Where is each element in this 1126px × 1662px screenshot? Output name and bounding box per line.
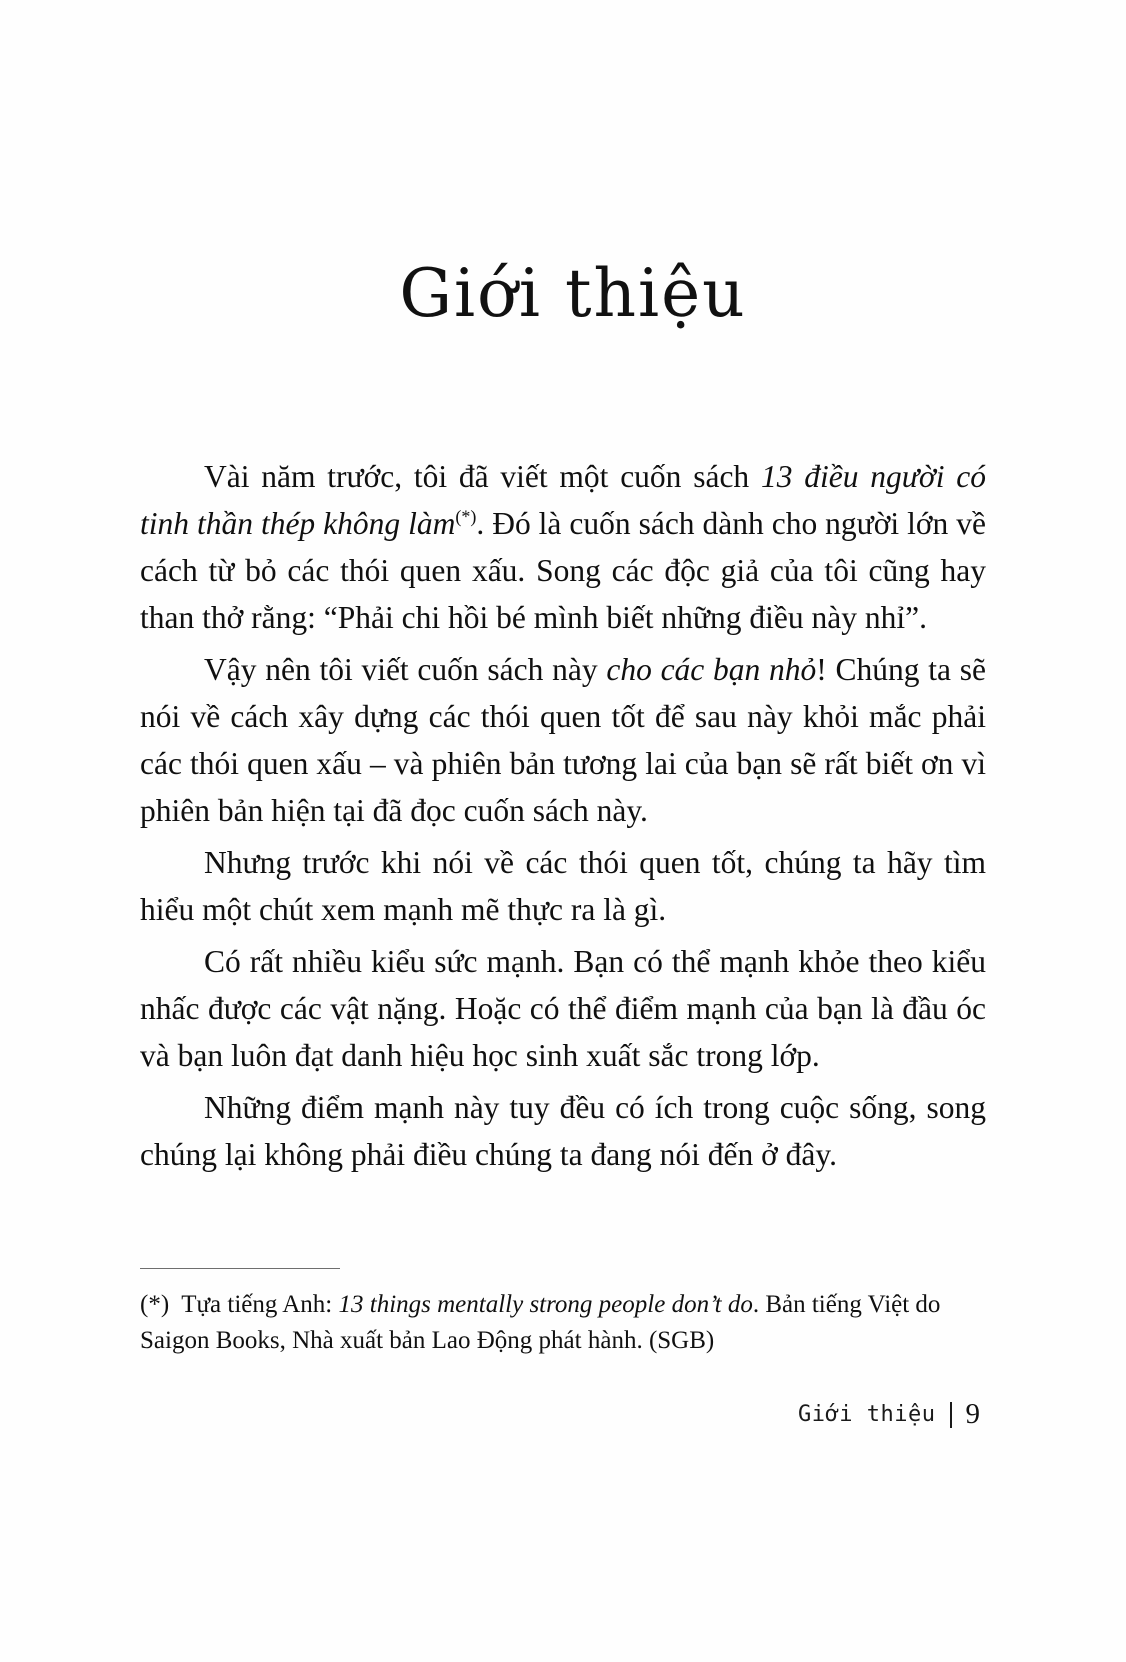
run-text: Có rất nhiều kiểu sức mạnh. Bạn có thể mạnh khỏe theo kiểu nhấc được các vật nặng. Hoặc có thể điểm mạnh của bạn là đầu óc và bạn luôn đạt danh hiệu học sinh xuất sắc trong lớp. xyxy=(140,943,986,1073)
run-text: Nhưng trước khi nói về các thói quen tốt, chúng ta hãy tìm hiểu một chút xem mạnh mẽ thực ra là gì. xyxy=(140,844,986,927)
paragraph-3 xyxy=(140,839,986,933)
run-text: Những điểm mạnh này tuy đều có ích trong cuộc sống, song chúng lại không phải điều chúng ta đang nói đến ở đây. xyxy=(140,1089,986,1172)
footnote-divider xyxy=(140,1268,340,1269)
page-number: 9 xyxy=(965,1398,980,1430)
footnote-title: 13 things mentally strong people don’t do xyxy=(338,1291,753,1318)
footnote-section xyxy=(140,1268,986,1359)
run-text: Vài năm trước, tôi đã viết một cuốn sách xyxy=(204,458,761,494)
paragraph-2 xyxy=(140,646,986,834)
page-footer xyxy=(798,1398,986,1431)
paragraph-1 xyxy=(140,453,986,641)
footnote-marker-text: (*) xyxy=(140,1291,170,1318)
body-text xyxy=(140,331,986,1178)
paragraph-4 xyxy=(140,938,986,1079)
run-text: . Đó là cuốn sách dành cho người lớn về cách từ bỏ các thói quen xấu. Song các độc giả của tôi cũng hay than thở rằng: “Phải chi hồi bé mình biết những điều này nhỉ”. xyxy=(140,505,986,635)
footnote-prefix: Tựa tiếng Anh: xyxy=(181,1291,339,1318)
page-content xyxy=(140,0,986,1662)
run-text: Vậy nên tôi viết cuốn sách này xyxy=(204,651,607,687)
paragraph-5 xyxy=(140,1084,986,1178)
footnote-text xyxy=(140,1287,986,1359)
footnote-suffix: . Bản tiếng Việt do Saigon Books, Nhà xuất bản Lao Động phát hành. (SGB) xyxy=(140,1291,941,1354)
run-text: ! Chúng ta sẽ nói về cách xây dựng các thói quen tốt để sau này khỏi mắc phải các thói quen xấu – và phiên bản tương lai của bạn sẽ rất biết ơn vì phiên bản hiện tại đã đọc cuốn sách này. xyxy=(140,651,986,828)
page-title: Giới thiệu xyxy=(399,255,747,332)
footer-chapter-label: Giới thiệu xyxy=(798,1402,936,1427)
run-italic: cho các bạn nhỏ xyxy=(606,651,817,687)
footnote-marker: (*) xyxy=(455,506,477,527)
run-italic: 13 điều người có tinh thần thép không làm xyxy=(140,458,986,541)
footer-separator xyxy=(950,1402,952,1428)
